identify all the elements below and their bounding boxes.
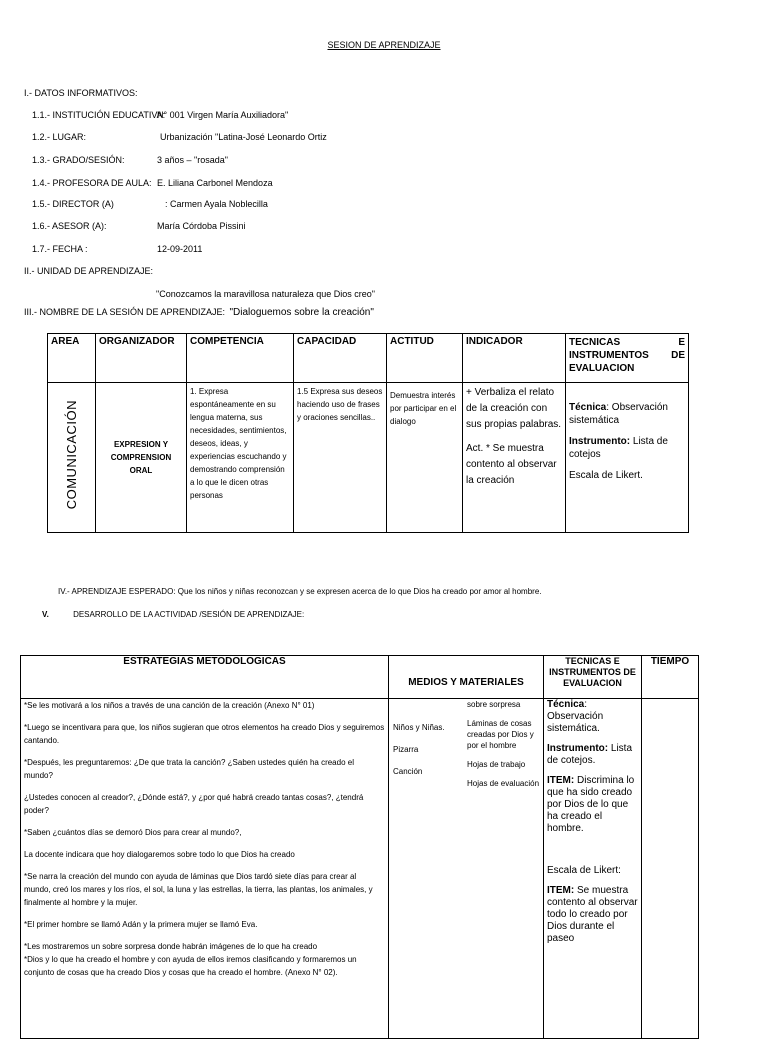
tecnica-label-2: Técnica — [547, 699, 585, 710]
info-value: N° 001 Virgen María Auxiliadora" — [157, 110, 289, 120]
medio-item: Hojas de evaluación — [467, 779, 540, 788]
header-tecnicas: TECNICAS E INSTRUMENTOS DE EVALUACION — [566, 334, 689, 383]
info-value: E. Liliana Carbonel Mendoza — [157, 178, 273, 188]
escala-likert-2: Escala de Likert: — [547, 865, 621, 876]
section-4-value: Que los niños y niñas reconozcan y se expresen acerca de lo que Dios ha creado por amor al hombre. — [175, 587, 542, 596]
activities-table — [20, 655, 699, 1039]
area-cell — [48, 383, 96, 533]
estrategia-item: *Se les motivará a los niños a través de una canción de la creación (Anexo N° 01) — [24, 701, 315, 710]
info-label: 1.2.- LUGAR: — [32, 132, 87, 142]
tecnica-value-2: : Observación sistemática. — [547, 699, 604, 734]
info-value: María Córdoba Pissini — [157, 221, 246, 231]
medio-item: Láminas de cosas creadas por Dios y por el hombre — [467, 719, 534, 750]
section-5 — [42, 610, 304, 619]
info-label: 1.4.- PROFESORA DE AULA: — [32, 178, 152, 188]
header-tecnicas-2: TECNICAS E INSTRUMENTOS DE EVALUACION — [544, 656, 642, 699]
capacidad-cell: 1.5 Expresa sus deseos haciendo uso de frases y oraciones sencillas.. — [294, 383, 387, 533]
indicador-2: Act. * Se muestra contento al observar la creación — [466, 443, 557, 486]
estrategia-item: *Saben ¿cuántos días se demoró Dios para crear al mundo?, — [24, 828, 242, 837]
section-4 — [58, 587, 542, 596]
instrumento-label: Instrumento: — [569, 436, 631, 447]
indicador-cell — [463, 383, 566, 533]
header-actitud: ACTITUD — [387, 334, 463, 383]
estrategia-item: *Después, les preguntaremos: ¿De que trata la canción? ¿Saben ustedes quién ha creado el mundo? — [24, 758, 354, 780]
section-4-label: IV.- APRENDIZAJE ESPERADO: — [58, 587, 176, 596]
section-3-value: "Dialoguemos sobre la creación" — [229, 307, 374, 318]
info-value: : Carmen Ayala Noblecilla — [165, 199, 268, 209]
evaluacion-cell — [566, 383, 689, 533]
section-5-number: V. — [42, 610, 49, 619]
item-label: ITEM: — [547, 885, 575, 896]
info-label: 1.1.- INSTITUCIÓN EDUCATIVA: — [32, 110, 166, 120]
organizador-cell: EXPRESION Y COMPRENSION ORAL — [96, 383, 187, 533]
info-value: 12-09-2011 — [157, 244, 203, 254]
instrumento-label-2: Instrumento: — [547, 743, 609, 754]
item-label: ITEM: — [547, 775, 575, 786]
header-indicador: INDICADOR — [463, 334, 566, 383]
tecnica-label: Técnica — [569, 402, 607, 413]
medios-col-2 — [467, 699, 541, 789]
item-value: Discrimina lo que ha sido creado por Dios de lo que ha creado el hombre. — [547, 775, 635, 834]
estrategia-item: *Les mostraremos un sobre sorpresa donde habrán imágenes de lo que ha creado — [24, 942, 318, 951]
section-5-label: DESARROLLO DE LA ACTIVIDAD /SESIÓN DE APRENDIZAJE: — [73, 610, 305, 619]
header-area: AREA — [48, 334, 96, 383]
medios-cell — [389, 699, 544, 1039]
escala-likert: Escala de Likert. — [569, 470, 643, 481]
info-label: 1.5.- DIRECTOR (A) — [32, 199, 114, 209]
info-label: 1.3.- GRADO/SESIÓN: — [32, 155, 125, 165]
estrategia-item: *El primer hombre se llamó Adán y la primera mujer se llamó Eva. — [24, 920, 258, 929]
section-1-heading: I.- DATOS INFORMATIVOS: — [24, 88, 138, 98]
medio-item: Canción — [393, 767, 423, 776]
estrategia-item: *Luego se incentivara para que, los niños sugieran que otros elementos ha creado Dios y seguiremos cantando. — [24, 723, 385, 745]
section-3-heading — [24, 302, 374, 320]
estrategia-item: La docente indicara que hoy dialogaremos sobre todo lo que Dios ha creado — [24, 850, 295, 859]
info-value: 3 años – "rosada" — [157, 155, 228, 165]
medios-col-1 — [393, 721, 461, 778]
competencia-cell: 1. Expresa espontáneamente en su lengua materna, sus necesidades, sentimientos, deseos, ideas, y experiencias escuchando y demostrando comprensión a lo que le dicen otras personas — [187, 383, 294, 533]
estrategia-item: *Se narra la creación del mundo con ayuda de láminas que Dios tardó siete días para crear al mundo, creó los mares y los ríos, el sol, la luna y las estrellas, la tierra, las plantas, los animales, y finalmente al hombre y la mujer. — [24, 872, 373, 907]
evaluacion-cell-2 — [544, 699, 642, 1039]
info-value: Urbanización "Latina-José Leonardo Ortiz — [160, 132, 327, 142]
header-tiempo: TIEMPO — [642, 656, 699, 699]
item-value: Se muestra contento al observar todo lo creado por Dios durante el paseo — [547, 885, 638, 944]
info-label: 1.6.- ASESOR (A): — [32, 221, 107, 231]
section-2-heading: II.- UNIDAD DE APRENDIZAJE: — [24, 266, 154, 276]
capacities-table — [47, 333, 689, 533]
medio-item: Pizarra — [393, 745, 419, 754]
instrumento-value: Lista de cotejos — [569, 436, 668, 460]
header-competencia: COMPETENCIA — [187, 334, 294, 383]
header-capacidad: CAPACIDAD — [294, 334, 387, 383]
estrategia-item: ¿Ustedes conocen al creador?, ¿Dónde está?, y ¿por qué habrá creado tantas cosas?, ¿tendrá poder? — [24, 793, 364, 815]
estrategias-cell — [21, 699, 389, 1039]
estrategia-item: *Dios y lo que ha creado el hombre y con ayuda de ellos iremos clasificando y formaremos un conjunto de cosas que ha creado Dios y cosas que ha creado el hombre. (Anexo N° 02). — [24, 955, 357, 977]
area-label: COMUNICACIÓN — [64, 400, 79, 510]
indicador-1: + Verbaliza el relato de la creación con sus propias palabras. — [466, 387, 562, 430]
tiempo-cell — [642, 699, 699, 1039]
medio-item: Hojas de trabajo — [467, 760, 526, 769]
section-3-label: III.- NOMBRE DE LA SESIÓN DE APRENDIZAJE: — [24, 307, 226, 317]
header-organizador: ORGANIZADOR — [96, 334, 187, 383]
instrumento-value-2: Lista de cotejos. — [547, 743, 633, 766]
actitud-cell: Demuestra interés por participar en el dialogo — [387, 383, 463, 533]
header-estrategias: ESTRATEGIAS METODOLOGICAS — [21, 656, 389, 699]
medio-item: sobre sorpresa — [467, 700, 521, 709]
header-medios: MEDIOS Y MATERIALES — [389, 656, 544, 699]
tecnica-value: : Observación sistemática — [569, 402, 668, 426]
unidad-title: "Conozcamos la maravillosa naturaleza que Dios creo" — [156, 289, 375, 299]
info-label: 1.7.- FECHA : — [32, 244, 88, 254]
page-title: SESION DE APRENDIZAJE — [327, 40, 441, 50]
medio-item: Niños y Niñas. — [393, 723, 445, 732]
